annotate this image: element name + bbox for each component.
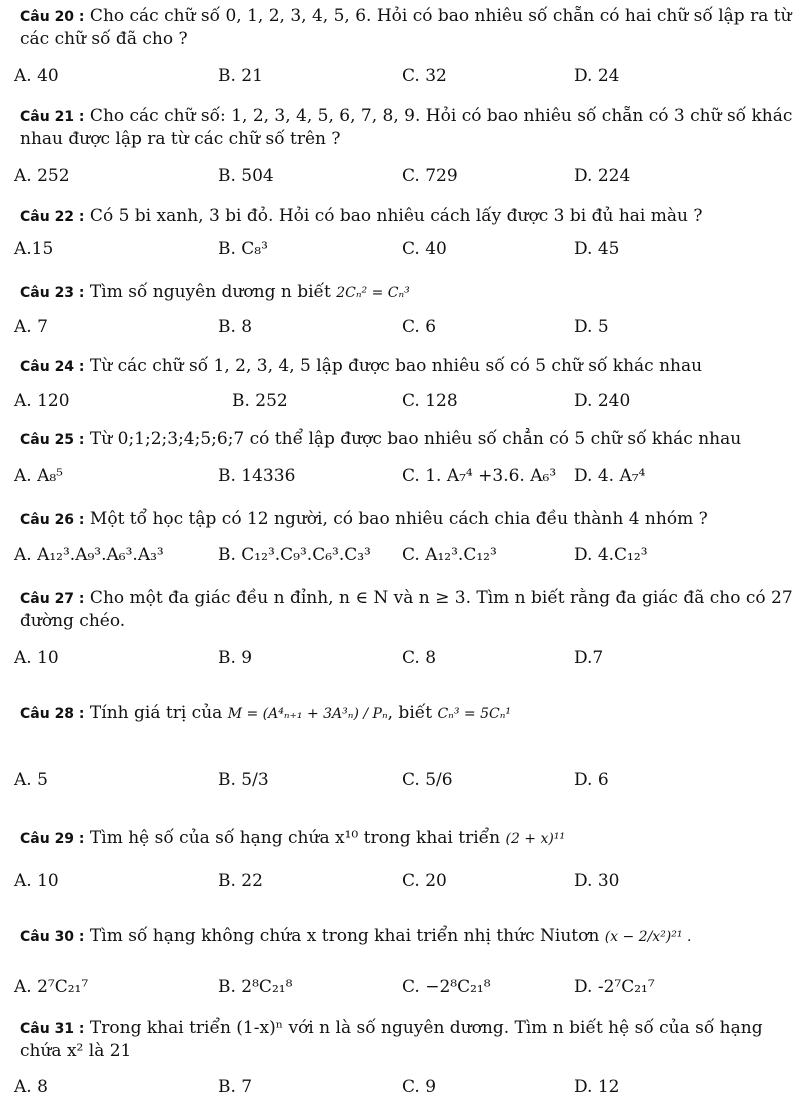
answer-d: D.7	[574, 648, 604, 668]
answer-row-30	[0, 975, 800, 1001]
answer-d: D. 240	[574, 391, 631, 411]
question-23	[20, 281, 796, 304]
answer-row-25	[0, 464, 800, 490]
answer-row-20	[0, 64, 800, 90]
answer-d: D. 12	[574, 1077, 620, 1097]
answer-c: C. 1. A₇⁴ +3.6. A₆³	[402, 466, 557, 486]
answer-b: B. 21	[218, 66, 263, 86]
answer-c: C. 128	[402, 391, 458, 411]
answer-d: D. 224	[574, 166, 631, 186]
question-number: Câu 29 :	[20, 831, 85, 847]
answer-d: D. 30	[574, 871, 620, 891]
answer-b: B. 14336	[218, 466, 296, 486]
question-number: Câu 30 :	[20, 929, 85, 945]
answer-a: A. 8	[14, 1077, 48, 1097]
question-24	[20, 355, 796, 378]
formula-2: Cₙ³ = 5Cₙ¹	[437, 706, 511, 722]
answer-row-23	[0, 315, 800, 341]
answer-row-31	[0, 1075, 800, 1101]
question-text: Tìm số hạng không chứa x trong khai triển nhị thức Niutơn	[84, 926, 605, 946]
answer-a: A. 40	[14, 66, 59, 86]
question-text: Cho các chữ số 0, 1, 2, 3, 4, 5, 6. Hỏi có bao nhiêu số chẵn có hai chữ số lập ra từ các chữ số đã cho ?	[20, 6, 792, 49]
question-text-2: , biết	[387, 703, 433, 723]
answer-c: C. 6	[402, 317, 437, 337]
question-text: Một tổ học tập có 12 người, có bao nhiêu cách chia đều thành 4 nhóm ?	[84, 509, 708, 529]
answer-c: C. 20	[402, 871, 447, 891]
answer-row-28	[0, 768, 800, 794]
answer-row-21	[0, 164, 800, 190]
answer-a: A. A₈⁵	[14, 466, 63, 486]
question-number: Câu 21 :	[20, 109, 85, 125]
question-27	[20, 587, 796, 632]
answer-c: C. 9	[402, 1077, 437, 1097]
answer-c: C. 32	[402, 66, 447, 86]
answer-a: A.15	[14, 239, 54, 259]
formula: M = (A⁴ₙ₊₁ + 3A³ₙ) / Pₙ	[227, 706, 388, 722]
answer-b: B. 5/3	[218, 770, 269, 790]
question-text: Tính giá trị của	[84, 703, 228, 723]
answer-c: C. A₁₂³.C₁₂³	[402, 545, 497, 565]
answer-d: D. 5	[574, 317, 609, 337]
answer-row-22	[0, 237, 800, 263]
question-text: Có 5 bi xanh, 3 bi đỏ. Hỏi có bao nhiêu cách lấy được 3 bi đủ hai màu ?	[84, 206, 703, 226]
question-text: Trong khai triển (1-x)ⁿ với n là số nguyên dương. Tìm n biết hệ số của số hạng chứa x² là 21	[20, 1018, 763, 1061]
answer-c: C. 40	[402, 239, 447, 259]
question-text: Tìm hệ số của số hạng chứa x¹⁰ trong khai triển	[84, 828, 506, 848]
formula: (x − 2/x²)²¹ .	[604, 929, 692, 945]
answer-a: A. 2⁷C₂₁⁷	[14, 977, 89, 997]
question-26	[20, 508, 796, 531]
question-number: Câu 20 :	[20, 9, 85, 25]
formula: 2Cₙ² = Cₙ³	[336, 285, 410, 301]
answer-a: A. 7	[14, 317, 48, 337]
answer-b: B. 8	[218, 317, 253, 337]
answer-b: B. 252	[232, 391, 288, 411]
formula: (2 + x)¹¹	[505, 831, 566, 847]
question-text: Từ các chữ số 1, 2, 3, 4, 5 lập được bao nhiêu số có 5 chữ số khác nhau	[84, 356, 703, 376]
question-29	[20, 827, 796, 850]
question-number: Câu 23 :	[20, 285, 85, 301]
answer-row-26	[0, 543, 800, 569]
answer-d: D. 4.C₁₂³	[574, 545, 648, 565]
question-number: Câu 31 :	[20, 1021, 85, 1037]
answer-b: B. 9	[218, 648, 253, 668]
question-number: Câu 28 :	[20, 706, 85, 722]
question-number: Câu 26 :	[20, 512, 85, 528]
question-number: Câu 25 :	[20, 432, 85, 448]
question-25	[20, 428, 796, 451]
answer-c: C. 5/6	[402, 770, 453, 790]
answer-d: D. -2⁷C₂₁⁷	[574, 977, 655, 997]
answer-a: A. 252	[14, 166, 70, 186]
answer-a: A. 10	[14, 648, 59, 668]
answer-d: D. 4. A₇⁴	[574, 466, 646, 486]
answer-row-27	[0, 646, 800, 672]
question-20	[20, 5, 796, 50]
answer-b: B. 2⁸C₂₁⁸	[218, 977, 293, 997]
question-28	[20, 702, 796, 725]
answer-b: B. C₁₂³.C₉³.C₆³.C₃³	[218, 545, 371, 565]
answer-b: B. C₈³	[218, 239, 268, 259]
answer-row-29	[0, 869, 800, 895]
question-text: Cho một đa giác đều n đỉnh, n ∈ N và n ≥ 3. Tìm n biết rằng đa giác đã cho có 27 đường chéo.	[20, 588, 793, 631]
answer-b: B. 504	[218, 166, 274, 186]
answer-b: B. 7	[218, 1077, 253, 1097]
answer-d: D. 6	[574, 770, 609, 790]
answer-a: A. A₁₂³.A₉³.A₆³.A₃³	[14, 545, 164, 565]
question-31	[20, 1017, 796, 1062]
question-text: Tìm số nguyên dương n biết	[84, 282, 337, 302]
question-number: Câu 27 :	[20, 591, 85, 607]
answer-c: C. 729	[402, 166, 458, 186]
answer-a: A. 10	[14, 871, 59, 891]
question-30	[20, 925, 796, 948]
answer-c: C. −2⁸C₂₁⁸	[402, 977, 491, 997]
question-text: Cho các chữ số: 1, 2, 3, 4, 5, 6, 7, 8, 9. Hỏi có bao nhiêu số chẵn có 3 chữ số khác nhau được lập ra từ các chữ số trên ?	[20, 106, 793, 149]
question-21	[20, 105, 796, 150]
question-22	[20, 205, 796, 228]
question-number: Câu 24 :	[20, 359, 85, 375]
answer-d: D. 24	[574, 66, 620, 86]
answer-a: A. 120	[14, 391, 70, 411]
question-number: Câu 22 :	[20, 209, 85, 225]
answer-a: A. 5	[14, 770, 48, 790]
answer-d: D. 45	[574, 239, 620, 259]
question-text: Từ 0;1;2;3;4;5;6;7 có thể lập được bao nhiêu số chẳn có 5 chữ số khác nhau	[84, 429, 742, 449]
answer-b: B. 22	[218, 871, 263, 891]
answer-c: C. 8	[402, 648, 437, 668]
answer-row-24	[0, 389, 800, 415]
